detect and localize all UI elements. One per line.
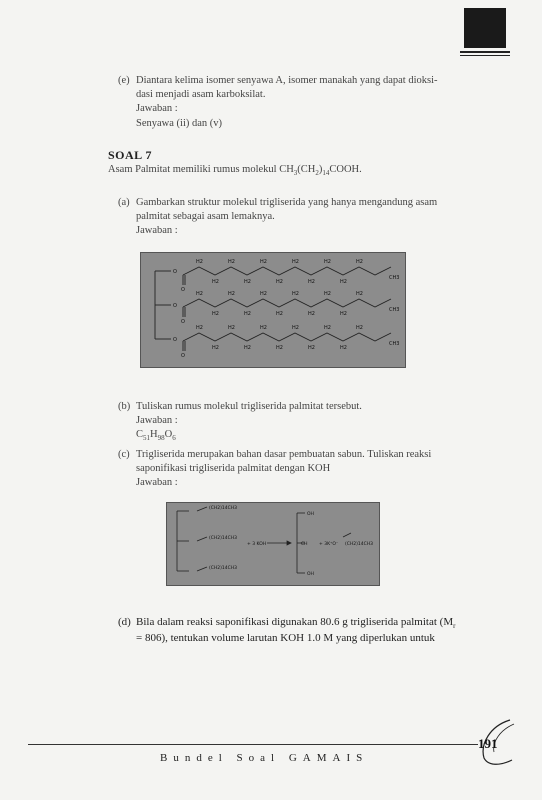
item-d-label: (d): [118, 616, 131, 628]
h2-label: H2: [260, 325, 267, 331]
oxygen-label-3: O: [173, 337, 177, 343]
koh-reagent: + 3 KOH: [247, 542, 267, 547]
saponification-reaction-svg: [167, 503, 379, 585]
h2-label: H2: [228, 291, 235, 297]
item-e-answer: Senyawa (ii) dan (v): [136, 118, 223, 129]
h2-label: H2: [212, 311, 219, 317]
h2-label: H2: [196, 259, 203, 265]
fatty-chain-2: (CH2)14CH3: [209, 536, 238, 541]
fatty-chain-3: (CH2)14CH3: [209, 566, 238, 571]
h2-label: H2: [276, 279, 283, 285]
oxygen-label-1: O: [173, 269, 177, 275]
h2-label: H2: [292, 259, 299, 265]
item-e-line2: dasi menjadi asam karboksilat.: [136, 89, 266, 100]
glycerol-oh-3: OH: [307, 572, 314, 577]
item-a-label: (a): [118, 197, 130, 208]
item-a-line1: Gambarkan struktur molekul trigliserida yang hanya mengandung asam: [136, 197, 438, 208]
item-e-label: (e): [118, 75, 130, 86]
h2-label: H2: [292, 325, 299, 331]
h2-label: H2: [260, 291, 267, 297]
ch3-label-1: CH3: [389, 275, 400, 281]
item-a-answer-label: Jawaban :: [136, 225, 178, 236]
h2-label: H2: [356, 325, 363, 331]
glycerol-oh-1: OH: [307, 512, 314, 517]
h2-label: H2: [196, 291, 203, 297]
h2-label: H2: [340, 311, 347, 317]
h2-label: H2: [356, 291, 363, 297]
triglyceride-structure-svg: [141, 253, 405, 367]
h2-label: H2: [260, 259, 267, 265]
soal-intro: Asam Palmitat memiliki rumus molekul $CH_3(CH_2)_{14}COOH$.: [108, 164, 362, 178]
carbonyl-o-1: O: [181, 287, 185, 293]
item-c-line2: saponifikasi trigliserida palmitat dengan KOH: [136, 463, 331, 474]
h2-label: H2: [228, 325, 235, 331]
item-d-line1: Bila dalam reaksi saponifikasi digunakan 80.6 g trigliserida palmitat ($M_r$: [136, 616, 456, 631]
triglyceride-structure-figure: [140, 252, 406, 368]
item-b-label: (b): [118, 401, 131, 412]
h2-label: H2: [276, 345, 283, 351]
item-b-answer-label: Jawaban :: [136, 415, 178, 426]
h2-label: H2: [340, 279, 347, 285]
h2-label: H2: [292, 291, 299, 297]
h2-label: H2: [324, 259, 331, 265]
h2-label: H2: [212, 345, 219, 351]
oxygen-label-2: O: [173, 303, 177, 309]
potassium-salt: + 3K⁺O⁻: [319, 542, 339, 547]
item-e-line1: Diantara kelima isomer senyawa A, isomer manakah yang dapat dioksi-: [136, 75, 438, 86]
h2-label: H2: [228, 259, 235, 265]
h2-label: H2: [276, 311, 283, 317]
h2-label: H2: [340, 345, 347, 351]
saponification-reaction-figure: [166, 502, 380, 586]
h2-label: H2: [308, 279, 315, 285]
item-b-answer: $C_{51}H_{98}O_6$: [136, 429, 176, 443]
item-c-label: (c): [118, 449, 130, 460]
fatty-chain-1: (CH2)14CH3: [209, 506, 238, 511]
h2-label: H2: [244, 311, 251, 317]
carbonyl-o-3: O: [181, 353, 185, 359]
ch3-label-2: CH3: [389, 307, 400, 313]
h2-label: H2: [244, 345, 251, 351]
glycerol-ch: CH: [301, 542, 308, 547]
ch3-label-3: CH3: [389, 341, 400, 347]
h2-label: H2: [308, 311, 315, 317]
header-rule: [460, 51, 510, 53]
item-b-line1: Tuliskan rumus molekul trigliserida palmitat tersebut.: [136, 401, 362, 412]
carbonyl-o-2: O: [181, 319, 185, 325]
header-rule-thin: [460, 55, 510, 56]
item-c-line1: Trigliserida merupakan bahan dasar pembuatan sabun. Tuliskan reaksi: [136, 449, 432, 460]
h2-label: H2: [212, 279, 219, 285]
h2-label: H2: [356, 259, 363, 265]
h2-label: H2: [308, 345, 315, 351]
footer-title: Bundel Soal GAMAIS: [160, 752, 369, 764]
item-c-answer-label: Jawaban :: [136, 477, 178, 488]
h2-label: H2: [324, 325, 331, 331]
item-d-line2: = 806), tentukan volume larutan KOH 1.0 M yang diperlukan untuk: [136, 632, 435, 644]
soap-chain: (CH2)14CH3: [345, 542, 374, 547]
item-a-line2: palmitat sebagai asam lemaknya.: [136, 211, 275, 222]
h2-label: H2: [324, 291, 331, 297]
h2-label: H2: [244, 279, 251, 285]
page-number: 191: [478, 736, 498, 751]
gamais-logo: [464, 8, 506, 48]
soal-title: SOAL 7: [108, 148, 153, 162]
item-e-answer-label: Jawaban :: [136, 103, 178, 114]
h2-label: H2: [196, 325, 203, 331]
footer-rule: [28, 744, 478, 745]
